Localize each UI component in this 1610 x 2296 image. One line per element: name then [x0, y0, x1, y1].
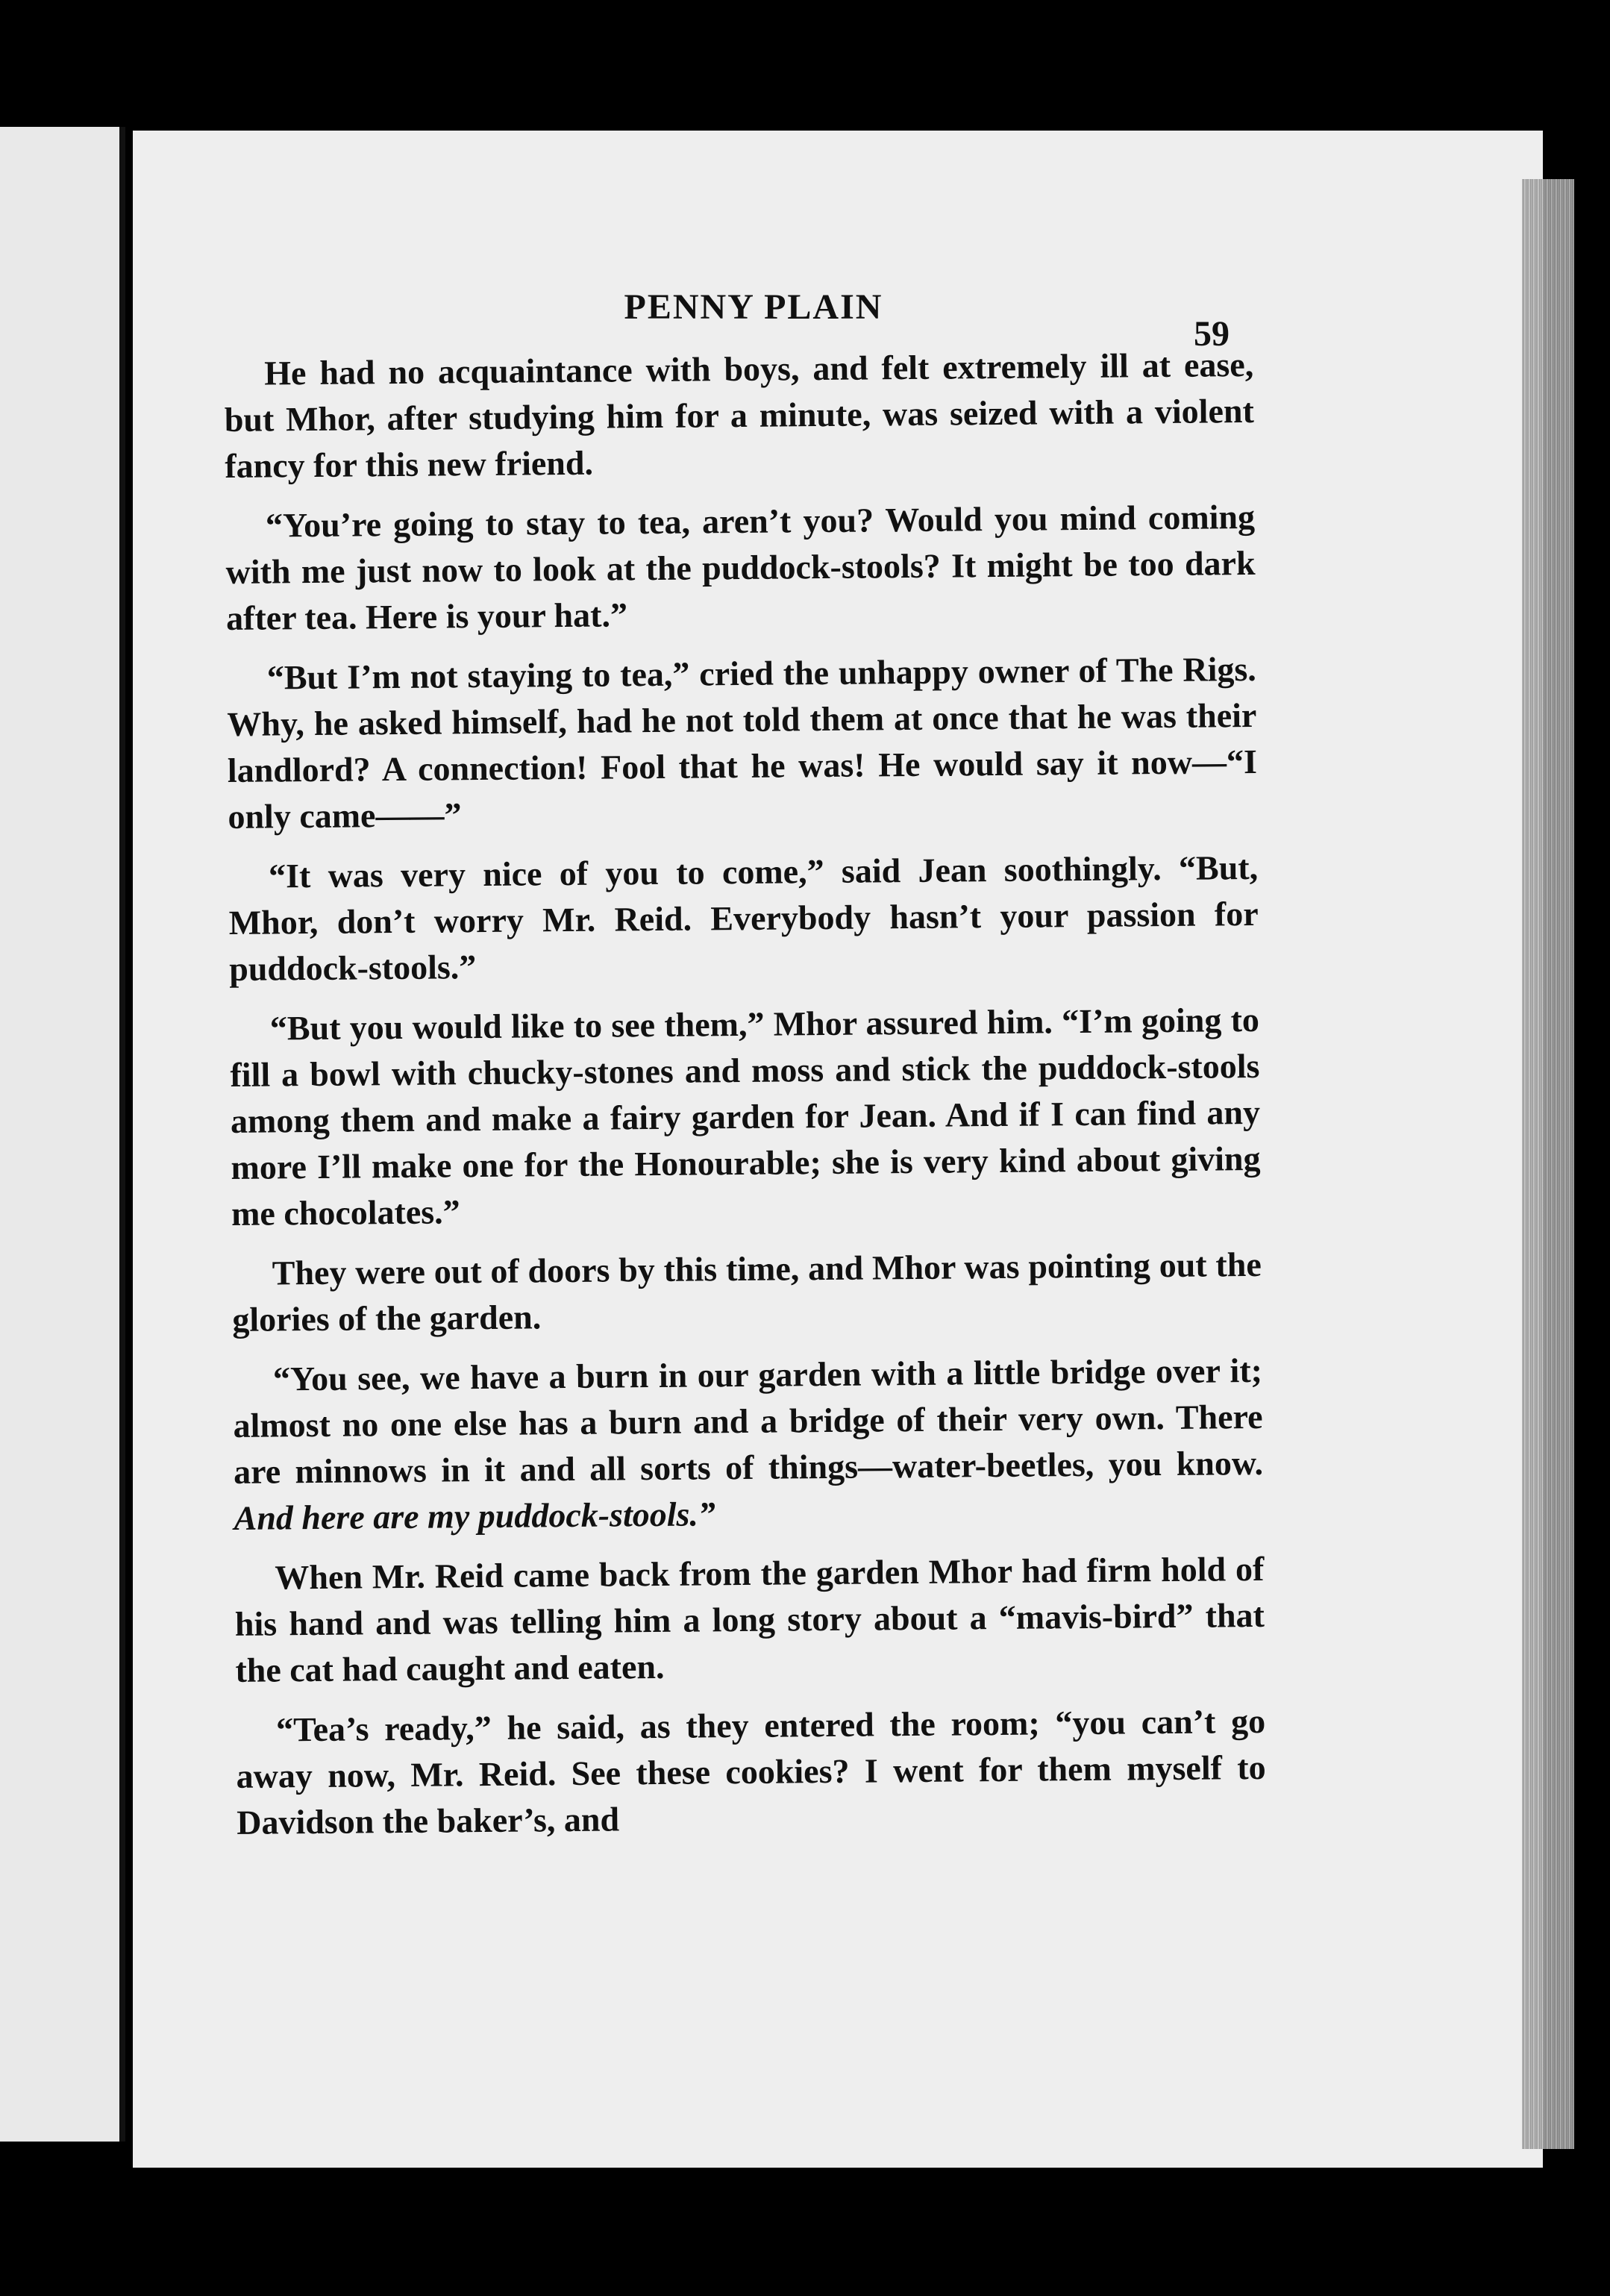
book-gutter — [125, 127, 133, 2156]
paragraph: “But you would like to see them,” Mhor assured him. “I’m going to fill a bowl with chucky-stones and moss and stick the puddock-stools among them and make a fairy garden for Jean. And if I can find any more I’ll make one for the Honourable; she is very kind about giving me chocolates.” — [230, 1000, 1261, 1233]
page-number: 59 — [1194, 314, 1230, 354]
running-head: PENNY PLAIN — [624, 287, 883, 327]
paragraph: He had no acquaintance with boys, and felt extremely ill at ease, but Mhor, after studying him for a minute, was seized with a violent fancy for this new friend. — [224, 345, 1254, 485]
paragraph: “But I’m not staying to tea,” cried the unhappy owner of The Rigs. Why, he asked himself, had he not told them at once that he was their landlord? A connection! Fool that he was! He would say it now—“I only came——” — [227, 649, 1258, 836]
paragraph-text: “You see, we have a burn in our garden with a little bridge over it; almost no one else has a burn and a bridge of their very own. There are minnows in it and all sorts of things—water-beetles, you know. — [233, 1351, 1264, 1491]
facing-page-edge — [0, 127, 125, 2142]
body-text — [224, 342, 1267, 1859]
paragraph: When Mr. Reid came back from the garden Mhor had firm hold of his hand and was telling him a long story about a “mavis-bird” that the cat had caught and eaten. — [234, 1549, 1265, 1689]
paragraph: “It was very nice of you to come,” said Jean soothingly. “But, Mhor, don’t worry Mr. Reid. Everybody hasn’t your passion for puddock-stools.” — [228, 848, 1259, 988]
paragraph: “You’re going to stay to tea, aren’t you? Would you mind coming with me just now to look at the puddock-stools? It might be too dark after tea. Here is your hat.” — [225, 497, 1256, 637]
paragraph: “Tea’s ready,” he said, as they entered the room; “you can’t go away now, Mr. Reid. See these cookies? I went for them myself to Davidson the baker’s, and — [236, 1701, 1266, 1842]
paragraph: They were out of doors by this time, and Mhor was pointing out the glories of the garden. — [232, 1245, 1262, 1339]
italic-phrase: And here are my puddock-stools.” — [234, 1495, 716, 1537]
page-fore-edge — [1522, 179, 1574, 2149]
paragraph-with-italic — [233, 1348, 1264, 1542]
